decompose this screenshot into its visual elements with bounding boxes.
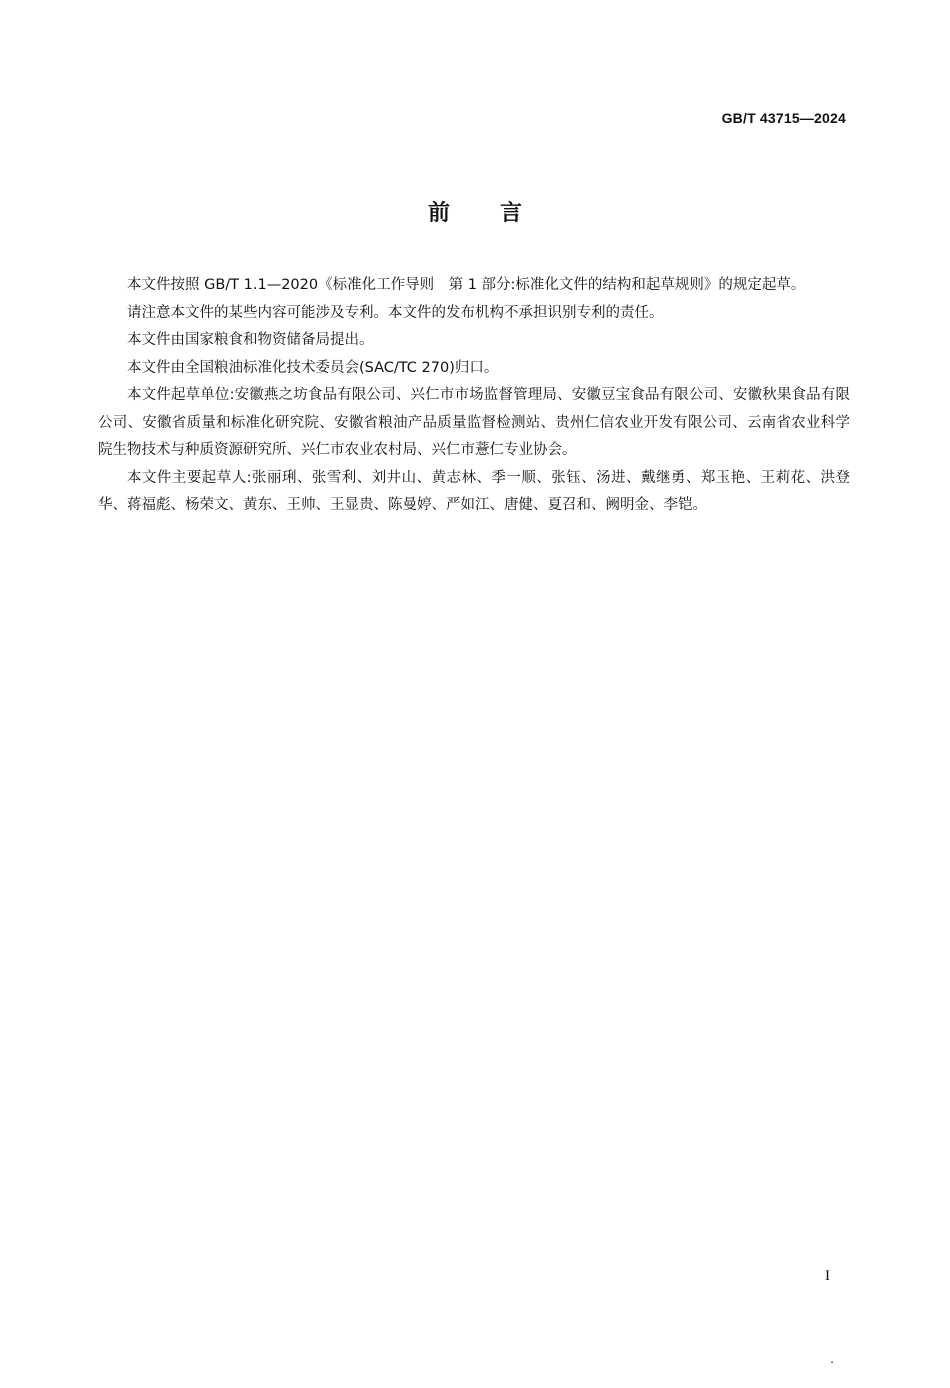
page-number: I (825, 1268, 830, 1284)
paragraph-main-drafters: 本文件主要起草人:张丽琍、张雪利、刘井山、黄志林、季一顺、张钰、汤进、戴继勇、郑玉艳、王莉花、洪登华、蒋福彪、杨荣文、黄东、王帅、王显贵、陈曼婷、严如江、唐健、夏召和、阙明金、李铠。 (98, 469, 850, 513)
paragraph-drafting-organizations: 本文件起草单位:安徽燕之坊食品有限公司、兴仁市市场监督管理局、安徽豆宝食品有限公司、安徽秋果食品有限公司、安徽省质量和标准化研究院、安徽省粮油产品质量监督检测站、贵州仁信农业开发有限公司、云南省农业科学院生物技术与种质资源研究所、兴仁市农业农村局、兴仁市薏仁专业协会。 (98, 387, 850, 458)
standard-number: GB/T 43715—2024 (721, 110, 846, 126)
paragraph-technical-committee: 本文件由全国粮油标准化技术委员会(SAC/TC 270)归口。 (127, 359, 499, 376)
corner-dot: . (830, 1352, 834, 1366)
paragraph-drafting-rules: 本文件按照 GB/T 1.1—2020《标准化工作导则 第 1 部分:标准化文件的结构和起草规则》的规定起草。 (127, 277, 806, 293)
page-title: 前言 (427, 201, 572, 226)
foreword-body (98, 272, 850, 520)
paragraph-proposer: 本文件由国家粮食和物资储备局提出。 (127, 332, 374, 348)
paragraph-patent-notice: 请注意本文件的某些内容可能涉及专利。本文件的发布机构不承担识别专利的责任。 (127, 304, 664, 321)
